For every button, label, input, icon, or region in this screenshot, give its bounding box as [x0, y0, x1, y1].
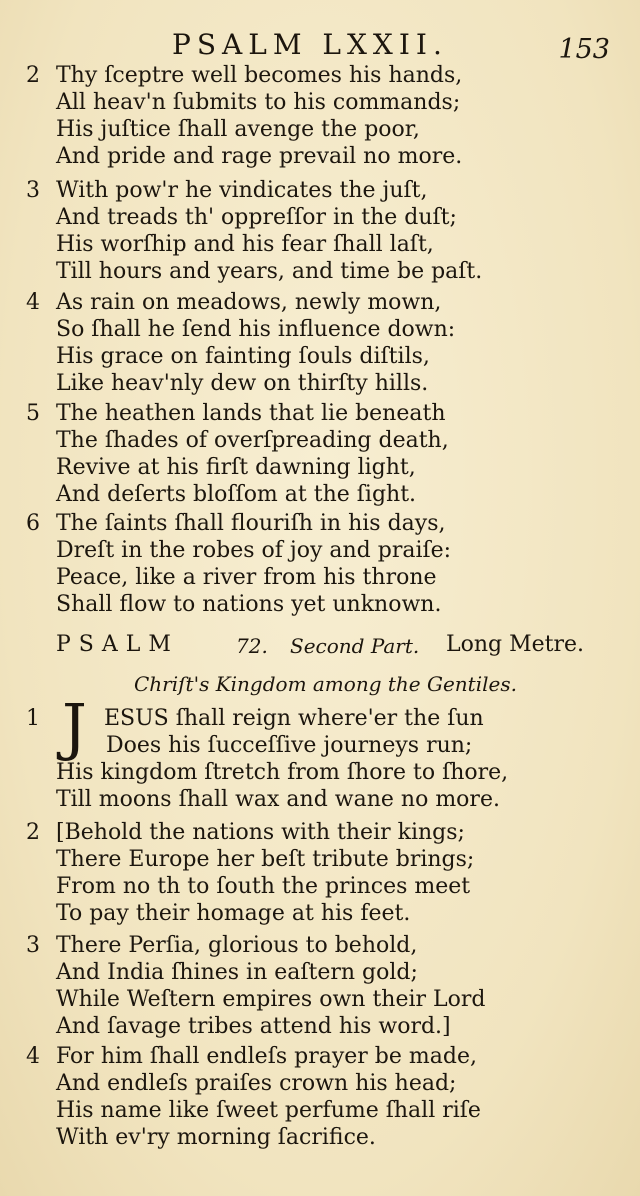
verse-line: For him ſhall endleſs prayer be made, — [56, 1044, 477, 1069]
stanza-number: 5 — [26, 401, 40, 426]
verse-line: Till moons ſhall wax and wane no more. — [56, 787, 500, 812]
verse-line: Revive at his firſt dawning light, — [56, 455, 416, 480]
psalm-heading — [0, 632, 640, 668]
verse-line: His name like ſweet perfume ſhall riſe — [56, 1098, 481, 1123]
verse-line: His grace on fainting ſouls diſtils, — [56, 344, 430, 369]
verse-line: His worſhip and his fear ſhall laſt, — [56, 232, 434, 257]
running-title: PSALM LXXII. — [172, 28, 448, 61]
verse-line: All heav'n ſubmits to his commands; — [56, 90, 461, 115]
verse-line: Thy ſceptre well becomes his hands, — [56, 63, 463, 88]
verse-line: As rain on meadows, newly mown, — [56, 290, 442, 315]
verse-line: His kingdom ſtretch from ſhore to ſhore, — [56, 760, 509, 785]
stanza-number: 1 — [26, 706, 40, 731]
verse-line: His juſtice ſhall avenge the poor, — [56, 117, 420, 142]
stanza-number: 4 — [26, 290, 40, 315]
verse-line: The ſaints ſhall flouriſh in his days, — [56, 511, 446, 536]
verse-line: Does his ſucceſſive journeys run; — [106, 733, 473, 758]
stanza-number: 6 — [26, 511, 40, 536]
verse-line: [Behold the nations with their kings; — [56, 820, 465, 845]
drop-cap: J — [62, 690, 87, 763]
verse-line: And deſerts bloſſom at the ſight. — [56, 482, 417, 507]
stanza-number: 3 — [26, 178, 40, 203]
verse-line: The ſhades of overſpreading death, — [56, 428, 449, 453]
psalm-heading-metre: Long Metre. — [446, 632, 585, 657]
verse-line: And ſavage tribes attend his word.] — [56, 1014, 451, 1039]
verse-line: So ſhall he ſend his influence down: — [56, 317, 456, 342]
verse-line: And India ſhines in eaſtern gold; — [56, 960, 418, 985]
verse-line: And endleſs praiſes crown his head; — [56, 1071, 457, 1096]
verse-line: Like heav'nly dew on thirſty hills. — [56, 371, 429, 396]
verse-line: To pay their homage at his feet. — [56, 901, 411, 926]
verse-line: Till hours and years, and time be paſt. — [56, 259, 483, 284]
psalm-heading-part: Second Part. — [290, 634, 420, 658]
page-number: 153 — [558, 34, 610, 65]
verse-line: With ev'ry morning ſacrifice. — [56, 1125, 376, 1150]
verse-line: There Perſia, glorious to behold, — [56, 933, 418, 958]
psalm-heading-title: PSALM — [56, 632, 179, 657]
verse-line: Dreſt in the robes of joy and praiſe: — [56, 538, 452, 563]
verse-line: While Weſtern empires own their Lord — [56, 987, 486, 1012]
stanza-number: 2 — [26, 820, 40, 845]
psalm-heading-number: 72. — [236, 634, 268, 658]
verse-line: Peace, like a river from his throne — [56, 565, 437, 590]
stanza-number: 3 — [26, 933, 40, 958]
stanza-number: 2 — [26, 63, 40, 88]
verse-line: ESUS ſhall reign where'er the ſun — [104, 706, 484, 731]
verse-line: And treads th' oppreſſor in the duſt; — [56, 205, 457, 230]
psalm-subtitle: Chriſt's Kingdom among the Gentiles. — [134, 672, 517, 696]
verse-line: Shall flow to nations yet unknown. — [56, 592, 442, 617]
verse-line: With pow'r he vindicates the juſt, — [56, 178, 428, 203]
verse-line: And pride and rage prevail no more. — [56, 144, 463, 169]
verse-line: There Europe her beſt tribute brings; — [56, 847, 475, 872]
stanza-number: 4 — [26, 1044, 40, 1069]
verse-line: The heathen lands that lie beneath — [56, 401, 446, 426]
verse-line: From no th to ſouth the princes meet — [56, 874, 471, 899]
